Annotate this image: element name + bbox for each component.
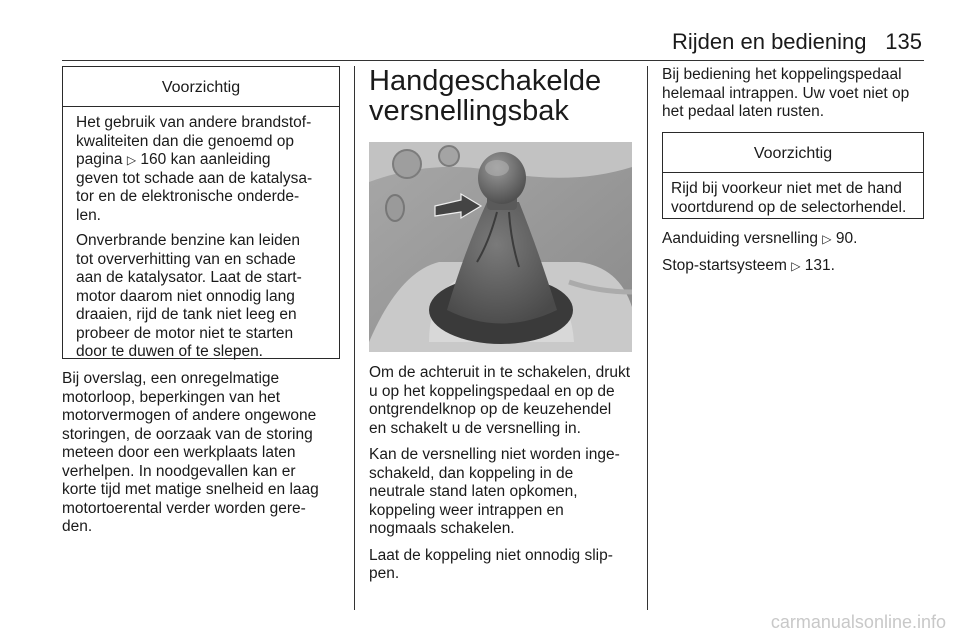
line: Bij overslag, een onregelmatige bbox=[62, 370, 280, 387]
page-number: 135 bbox=[885, 29, 922, 54]
line: storingen, de oorzaak van de storing bbox=[62, 425, 313, 443]
line: aan de katalysator. Laat de start- bbox=[76, 269, 302, 286]
caution-box-title: Voorzichtig bbox=[63, 67, 339, 107]
body-paragraph-malfunction bbox=[62, 370, 347, 537]
caution-box-fuel bbox=[62, 66, 340, 359]
line: tot oververhitting van en schade bbox=[76, 250, 296, 268]
line: verhelpen. In noodgevallen kan er bbox=[62, 462, 296, 480]
caution-box-body bbox=[663, 173, 923, 223]
line: Rijd bij voorkeur niet met de hand bbox=[671, 180, 902, 197]
page-ref-link[interactable]: 160 kan aanleiding bbox=[140, 151, 271, 168]
line: het pedaal laten rusten. bbox=[662, 103, 825, 120]
caution-paragraph-2 bbox=[76, 232, 327, 362]
page-ref-arrow-icon: ▷ bbox=[126, 153, 137, 167]
line: kwaliteiten dan die genoemd op bbox=[76, 132, 295, 150]
ref-label: Aanduiding versnelling bbox=[662, 230, 818, 247]
line: Onverbrande benzine kan leiden bbox=[76, 232, 301, 249]
line: korte tijd met matige snelheid en laag bbox=[62, 481, 319, 498]
caution-box-title: Voorzichtig bbox=[663, 133, 923, 173]
line: door te duwen of te slepen. bbox=[76, 343, 263, 360]
caution-paragraph-1 bbox=[76, 114, 327, 225]
page-ref-arrow-icon: ▷ bbox=[791, 258, 801, 273]
running-header: Rijden en bediening bbox=[672, 29, 867, 54]
heading-line: versnellingsbak bbox=[369, 95, 569, 127]
caution-box-body bbox=[63, 107, 339, 370]
col3-refs bbox=[662, 230, 932, 283]
column-divider-left bbox=[354, 66, 355, 610]
ref-stop-start bbox=[662, 257, 932, 276]
line: len. bbox=[76, 206, 101, 224]
line: motortoerental verder worden gere- bbox=[62, 499, 306, 517]
line: meteen door een werkplaats laten bbox=[62, 444, 296, 461]
line: probeer de motor niet te starten bbox=[76, 324, 294, 342]
header-rule bbox=[62, 60, 924, 61]
line: draaien, rijd de tank niet leeg en bbox=[76, 306, 297, 323]
line: pagina bbox=[76, 151, 123, 168]
line: motor daarom niet onnodig lang bbox=[76, 287, 295, 305]
page-ref-link[interactable]: 131. bbox=[804, 256, 835, 274]
line: Het gebruik van andere brandstof- bbox=[76, 114, 312, 131]
col2-text bbox=[369, 364, 645, 592]
line: Laat de koppeling niet onnodig slip- bbox=[369, 546, 613, 564]
line: u op het koppelingspedaal en op de bbox=[369, 382, 615, 400]
line: helemaal intrappen. Uw voet niet op bbox=[662, 84, 910, 102]
watermark: carmanualsonline.info bbox=[770, 612, 946, 632]
line: schakeld, dan koppeling in de bbox=[369, 464, 574, 482]
line: ontgrendelknop op de keuzehendel bbox=[369, 401, 612, 418]
line: Bij bediening het koppelingspedaal bbox=[662, 66, 902, 83]
line: voortdurend op de selectorhendel. bbox=[671, 198, 907, 216]
line: tor en de elektronische onderde- bbox=[76, 188, 300, 205]
ref-label: Stop-startsysteem bbox=[662, 256, 787, 274]
line: neutrale stand laten opkomen, bbox=[369, 483, 578, 500]
line: pen. bbox=[369, 565, 400, 582]
line: den. bbox=[62, 518, 93, 535]
line: geven tot schade aan de katalysa- bbox=[76, 169, 313, 187]
reverse-gear-paragraph bbox=[369, 364, 645, 438]
line: koppeling weer intrappen en bbox=[369, 501, 564, 519]
line: motorvermogen of andere ongewone bbox=[62, 407, 317, 424]
line: nogmaals schakelen. bbox=[369, 520, 515, 537]
section-heading bbox=[369, 66, 639, 126]
column-divider-right bbox=[647, 66, 648, 610]
gear-shift-illustration bbox=[369, 142, 632, 352]
ref-gear-indication bbox=[662, 230, 932, 249]
line: Om de achteruit in te schakelen, drukt bbox=[369, 364, 631, 381]
heading-line: Handgeschakelde bbox=[369, 65, 602, 97]
clutch-intro-paragraph bbox=[662, 66, 932, 122]
line: en schakelt u de versnelling in. bbox=[369, 419, 581, 437]
gear-not-engaging-paragraph bbox=[369, 446, 645, 539]
clutch-slip-paragraph bbox=[369, 547, 645, 584]
line: Kan de versnelling niet worden inge- bbox=[369, 446, 620, 463]
page-ref-link[interactable]: 90. bbox=[835, 230, 858, 247]
line: motorloop, beperkingen van het bbox=[62, 388, 281, 406]
caution-box-selector bbox=[662, 132, 924, 219]
page-ref-arrow-icon: ▷ bbox=[822, 232, 832, 246]
